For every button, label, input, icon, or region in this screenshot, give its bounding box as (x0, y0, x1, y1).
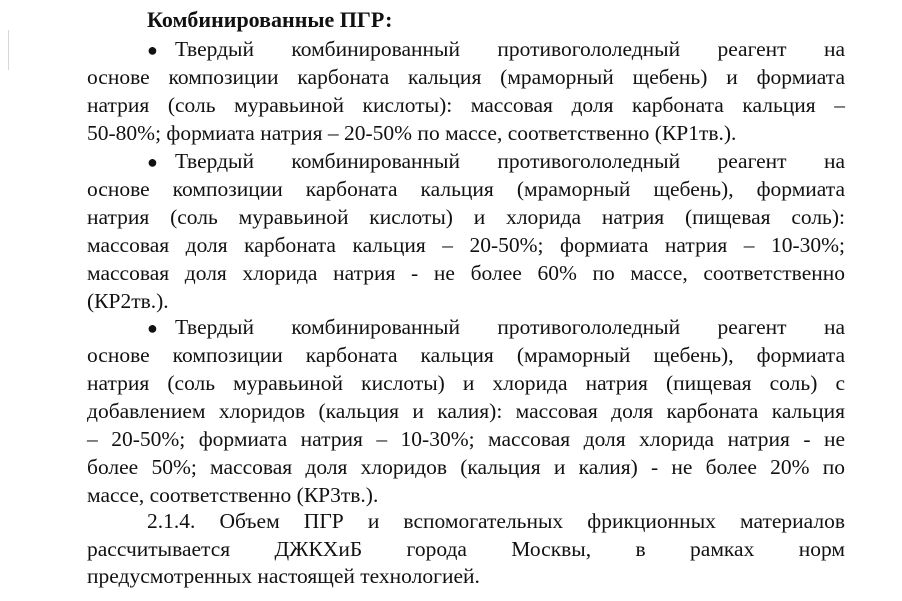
section-2-1-4-line-3: предусмотренных настоящей технологией. (87, 564, 480, 588)
bullet-paragraph-3-line-3: натрия (соль муравьиной кислоты) и хлорида натрия (пищевая соль) с (87, 371, 845, 395)
bullet-paragraph-3-line-2: основе композиции карбоната кальция (мраморный щебень), формиата (87, 343, 845, 367)
bullet-icon: ● (147, 40, 158, 60)
scan-margin-mark (8, 30, 9, 70)
bullet-paragraph-2-line-5: массовая доля хлорида натрия - не более 60% по массе, соответственно (87, 261, 845, 285)
bullet-paragraph-2-line-3: натрия (соль муравьиной кислоты) и хлорида натрия (пищевая соль): (87, 205, 845, 229)
bullet-paragraph-1-line-3: натрия (соль муравьиной кислоты): массовая доля карбоната кальция – (87, 93, 845, 117)
section-2-1-4-line-1: 2.1.4. Объем ПГР и вспомогательных фрикционных материалов (147, 509, 845, 533)
bullet-paragraph-2-line-1: ● Твердый комбинированный противогололедный реагент на (147, 148, 845, 176)
bullet-paragraph-1-line-2: основе композиции карбоната кальция (мраморный щебень) и формиата (87, 65, 845, 89)
bullet-paragraph-3-line-4: добавлением хлоридов (кальция и калия): массовая доля карбоната кальция (87, 399, 845, 423)
bullet-paragraph-1-line-4: 50-80%; формиата натрия – 20-50% по массе, соответственно (КР1тв.). (87, 121, 737, 145)
bullet-icon: ● (147, 152, 158, 172)
section-heading: Комбинированные ПГР: (147, 7, 393, 32)
section-2-1-4-line-2: рассчитывается ДЖКХиБ города Москвы, в рамках норм (87, 537, 845, 561)
bullet-paragraph-3-line-1: ● Твердый комбинированный противогололедный реагент на (147, 314, 845, 342)
bullet-paragraph-1-line-1: ● Твердый комбинированный противогололедный реагент на (147, 36, 845, 64)
bullet-paragraph-2-line-4: массовая доля карбоната кальция – 20-50%; формиата натрия – 10-30%; (87, 233, 845, 257)
bullet-paragraph-2-line-2: основе композиции карбоната кальция (мраморный щебень), формиата (87, 177, 845, 201)
bullet-paragraph-3-line-5: – 20-50%; формиата натрия – 10-30%; массовая доля хлорида натрия - не (87, 427, 845, 451)
bullet-icon: ● (147, 318, 158, 338)
bullet-paragraph-3-line-6: более 50%; массовая доля хлоридов (кальция и калия) - не более 20% по (87, 455, 845, 479)
bullet-paragraph-3-line-7: массе, соответственно (КР3тв.). (87, 483, 379, 507)
bullet-paragraph-2-line-6: (КР2тв.). (87, 289, 169, 313)
